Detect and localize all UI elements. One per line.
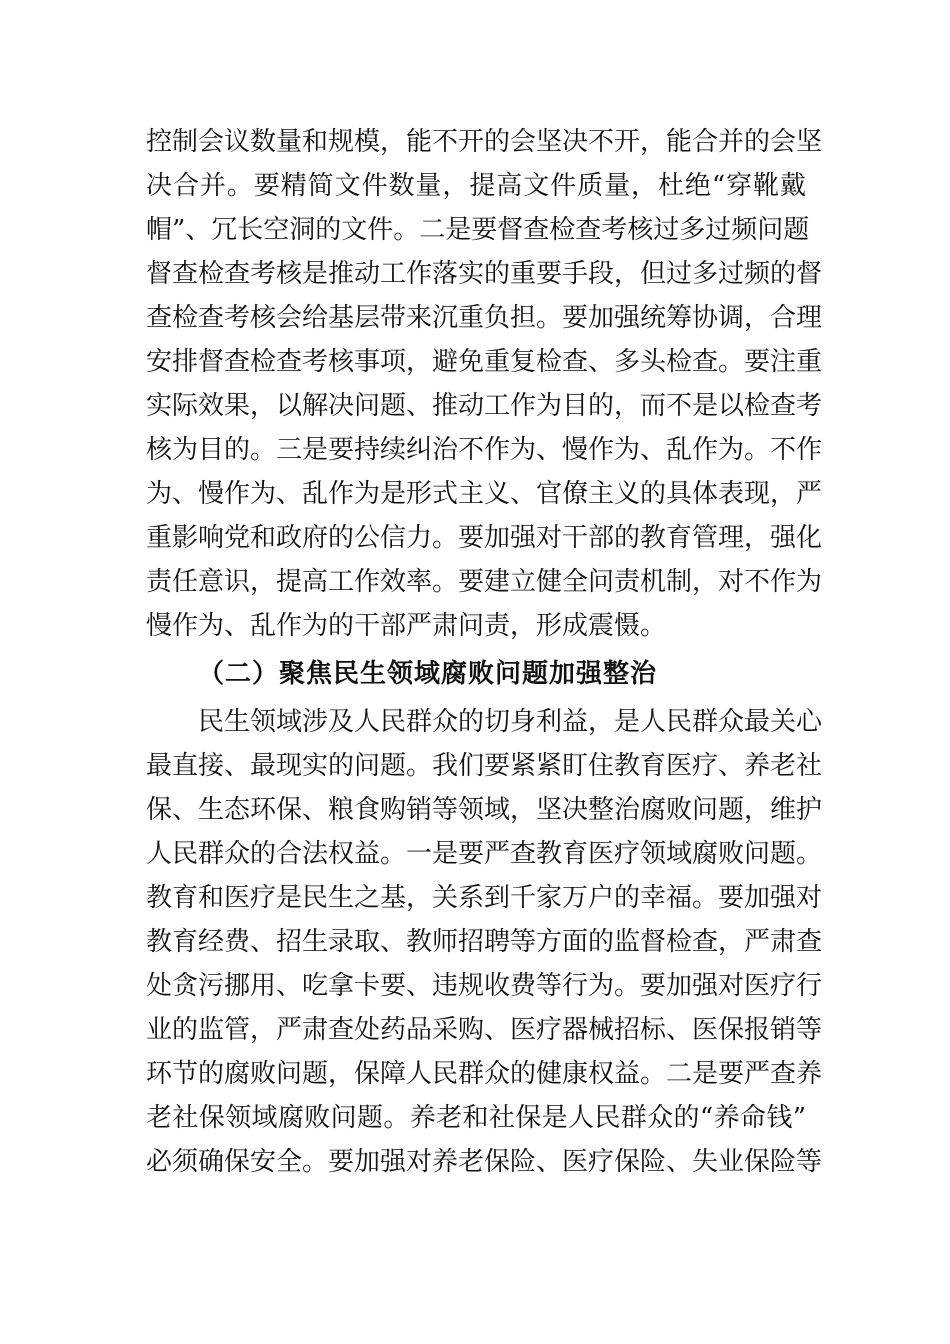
body-text-line: 帽”、冗长空洞的文件。二是要督查检查考核过多过频问题 <box>146 215 810 245</box>
body-text-line: 环节的腐败问题，保障人民群众的健康权益。二是要严查养 <box>146 1059 823 1089</box>
body-text-line: 控制会议数量和规模，能不开的会坚决不开，能合并的会坚 <box>146 127 823 157</box>
body-text-line: 安排督查检查考核事项，避免重复检查、多头检查。要注重 <box>146 347 823 377</box>
body-text-line: 处贪污挪用、吃拿卡要、违规收费等行为。要加强对医疗行 <box>146 971 823 1001</box>
body-text-line: 最直接、最现实的问题。我们要紧紧盯住教育医疗、养老社 <box>146 751 823 781</box>
body-text-line: 教育经费、招生录取、教师招聘等方面的监督检查，严肃查 <box>146 927 823 957</box>
body-text-line: 教育和医疗是民生之基，关系到千家万户的幸福。要加强对 <box>146 883 823 913</box>
body-text-line: 民生领域涉及人民群众的切身利益，是人民群众最关心 <box>198 707 823 737</box>
body-text-line: 业的监管，严肃查处药品采购、医疗器械招标、医保报销等 <box>146 1015 823 1045</box>
body-text-line: 责任意识，提高工作效率。要建立健全问责机制，对不作为 <box>146 567 823 597</box>
body-text-line: 保、生态环保、粮食购销等领域，坚决整治腐败问题，维护 <box>146 795 823 825</box>
body-text-line: 查检查考核会给基层带来沉重负担。要加强统筹协调，合理 <box>146 303 823 333</box>
body-text-line: 为、慢作为、乱作为是形式主义、官僚主义的具体表现，严 <box>146 479 823 509</box>
body-text-line: 重影响党和政府的公信力。要加强对干部的教育管理，强化 <box>146 523 823 553</box>
section-heading: （二）聚焦民生领域腐败问题加强整治 <box>198 659 658 689</box>
body-text-line: 慢作为、乱作为的干部严肃问责，形成震慑。 <box>146 611 667 641</box>
body-text-line: 督查检查考核是推动工作落实的重要手段，但过多过频的督 <box>146 259 823 289</box>
body-text-line: 实际效果，以解决问题、推动工作为目的，而不是以检查考 <box>146 391 823 421</box>
body-text-line: 核为目的。三是要持续纠治不作为、慢作为、乱作为。不作 <box>146 435 823 465</box>
body-text-line: 必须确保安全。要加强对养老保险、医疗保险、失业保险等 <box>146 1147 823 1177</box>
body-text-line: 人民群众的合法权益。一是要严查教育医疗领域腐败问题。 <box>146 839 823 869</box>
body-text-line: 老社保领域腐败问题。养老和社保是人民群众的“养命钱” <box>146 1103 806 1133</box>
body-text-line: 决合并。要精简文件数量，提高文件质量，杜绝“穿靴戴 <box>146 171 806 201</box>
